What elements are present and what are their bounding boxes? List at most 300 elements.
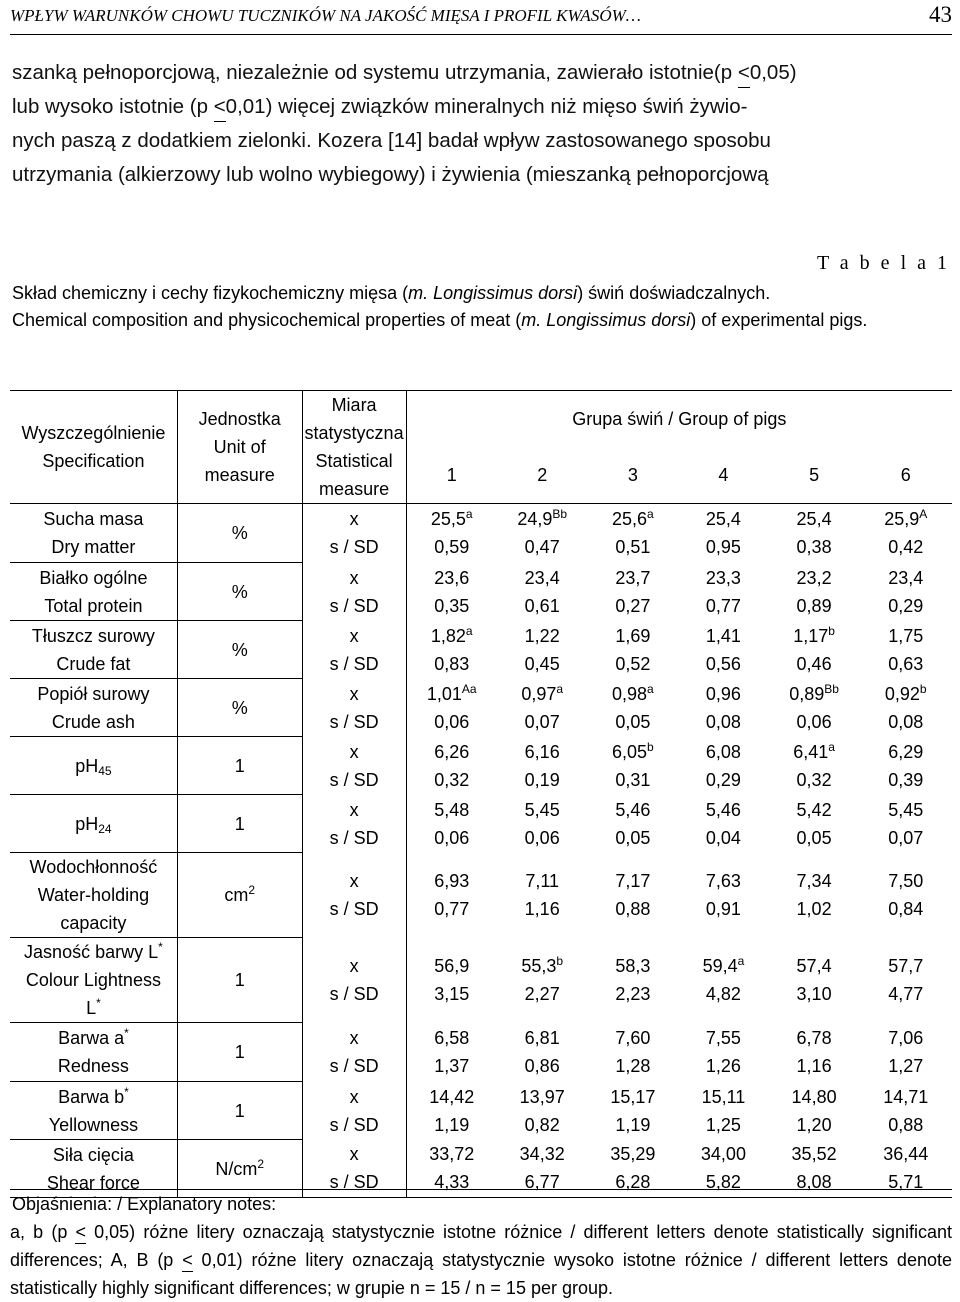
mean-number: 0,89 — [789, 683, 825, 704]
sd-value: 3,10 — [796, 984, 832, 1004]
mean-number: 0,98 — [611, 683, 648, 704]
caption-english — [12, 307, 952, 334]
mean-value — [497, 563, 588, 592]
sd-value: 1,27 — [888, 1056, 924, 1076]
notes-body: a, b (p < 0,05) różne litery oznaczają statystycznie istotne różnice / different letters denote statistically significant differences; A, B (p < 0,01) różne litery oznaczają statystycznie wysoko istotne różnice / different letters denote statistically highly significant differences; w grupie n = 15 / n = 15 per group. — [10, 1218, 952, 1302]
paragraph-text: szanką pełnoporcjową, niezależnie od systemu utrzymania, zawierało istotnie(p — [12, 61, 738, 84]
mean-number: 33,72 — [429, 1144, 475, 1165]
explanatory-notes — [10, 1189, 952, 1302]
superscript: a — [465, 623, 473, 638]
header-statistical-measure: Miara statystyczna Statistical measure — [302, 391, 406, 504]
mean-number: 23,7 — [615, 567, 651, 588]
row-label-pl: pH — [75, 755, 99, 776]
superscript: Aa — [461, 681, 477, 696]
row-label — [10, 1023, 177, 1082]
mean-number: 15,17 — [610, 1086, 656, 1107]
sd-value: 0,77 — [406, 895, 497, 938]
mean-number: 6,16 — [524, 741, 560, 762]
row-label-en: Colour Lightness — [25, 970, 161, 990]
mean-number: 1,41 — [705, 625, 741, 646]
sd-value: 0,83 — [406, 650, 497, 679]
table-row — [10, 563, 952, 592]
mean-value — [406, 737, 497, 766]
sd-value: 4,82 — [705, 984, 741, 1004]
sd-value: 0,05 — [615, 827, 651, 848]
row-label-pl: Tłuszcz surowy — [31, 625, 155, 646]
sd-value: 0,47 — [524, 537, 560, 558]
mean-value — [859, 1023, 952, 1053]
mean-value — [588, 1023, 679, 1053]
sd-value: 0,29 — [888, 595, 924, 616]
row-unit — [177, 1023, 302, 1082]
superscript: 2 — [248, 883, 256, 897]
sd-value: 0,42 — [888, 537, 924, 558]
sd-value: 0,45 — [524, 653, 560, 674]
mean-value — [588, 504, 679, 534]
superscript: Bb — [824, 681, 839, 696]
superscript: 2 — [257, 1156, 265, 1171]
sd-value: 0,07 — [888, 827, 924, 848]
sd-value: 0,06 — [406, 708, 497, 737]
measure-sd-label: s / SD — [302, 592, 406, 621]
row-label-en: Crude ash — [51, 711, 135, 732]
measure-mean-symbol: x — [302, 853, 406, 896]
mean-number: 55,3 — [521, 956, 557, 976]
superscript: Bb — [552, 507, 568, 522]
less-equal-sign: < — [738, 56, 750, 90]
measure-mean-symbol: x — [302, 1140, 406, 1169]
sd-value: 4,77 — [888, 984, 924, 1004]
mean-number: 7,17 — [615, 871, 651, 891]
less-equal-sign: < — [75, 1218, 86, 1246]
sd-value: 8,08 — [769, 1168, 860, 1197]
paragraph-text: 0,05) — [749, 61, 797, 84]
measure-sd-label: s / SD — [302, 1052, 406, 1082]
sd-value: 0,77 — [705, 595, 741, 616]
header-group-2: 2 — [497, 447, 588, 504]
unit-text: cm — [224, 885, 249, 905]
row-unit — [177, 795, 302, 853]
mean-value — [406, 795, 497, 824]
row-label-en: Water-holding — [37, 885, 150, 905]
page-number: 43 — [929, 2, 952, 27]
sd-value: 0,35 — [406, 592, 497, 621]
mean-value — [497, 1082, 588, 1111]
row-label-pl: Białko ogólne — [39, 567, 148, 588]
running-title: WPŁYW WARUNKÓW CHOWU TUCZNIKÓW NA JAKOŚĆ MIĘSA I PROFIL KWASÓW… — [10, 6, 641, 25]
sd-value: 0,32 — [406, 766, 497, 795]
mean-number: 57,4 — [796, 956, 832, 976]
mean-number: 34,00 — [700, 1144, 746, 1165]
mean-number: 14,71 — [883, 1086, 929, 1107]
row-label-en: Total protein — [44, 595, 143, 616]
mean-value — [678, 504, 769, 534]
caption-text: Chemical composition and physicochemical properties of meat ( — [12, 310, 522, 330]
unit-text: N/cm — [215, 1158, 258, 1179]
row-label — [10, 563, 177, 621]
unit-text: 1 — [234, 813, 245, 834]
row-label — [10, 737, 177, 795]
mean-number: 56,9 — [434, 956, 470, 976]
sd-value: 0,06 — [524, 827, 560, 848]
superscript: A — [919, 507, 928, 522]
mean-value — [769, 563, 860, 592]
header-group-1: 1 — [406, 447, 497, 504]
table-row — [10, 737, 952, 766]
sd-value: 6,77 — [497, 1168, 588, 1197]
superscript: b — [919, 681, 927, 696]
sd-value: 0,07 — [524, 711, 560, 732]
paragraph-line-2 — [12, 90, 952, 124]
sd-value: 0,59 — [406, 533, 497, 562]
measure-mean-symbol: x — [302, 679, 406, 708]
row-label-pl: Popiół surowy — [37, 683, 150, 704]
caption-muscle-name: m. Longissimus dorsi — [521, 310, 691, 330]
sd-value: 0,88 — [888, 1114, 924, 1135]
sd-value: 0,86 — [524, 1056, 560, 1076]
sd-value: 1,16 — [524, 899, 560, 919]
mean-number: 0,97 — [521, 683, 557, 704]
row-label — [10, 621, 177, 679]
mean-value — [588, 1140, 679, 1169]
mean-value — [859, 621, 952, 650]
mean-number: 14,42 — [429, 1086, 475, 1107]
header-unit: Jednostka Unit of measure — [177, 391, 302, 504]
sd-value: 0,39 — [888, 769, 924, 790]
paragraph-line-4: utrzymania (alkierzowy lub wolno wybiegowy) i żywienia (mieszanką pełnoporcjową — [12, 163, 769, 186]
mean-value — [678, 1140, 769, 1169]
mean-number: 6,81 — [524, 1028, 560, 1048]
mean-value — [497, 504, 588, 534]
table-row — [10, 1082, 952, 1111]
row-unit — [177, 853, 302, 938]
measure-sd-label: s / SD — [302, 895, 406, 938]
row-label — [10, 679, 177, 737]
mean-value — [497, 938, 588, 981]
table-row — [10, 621, 952, 650]
superscript: * — [96, 996, 101, 1010]
sd-value: 0,04 — [705, 827, 741, 848]
superscript: a — [647, 681, 654, 696]
mean-number: 23,2 — [796, 567, 832, 588]
sd-value: 1,16 — [796, 1056, 832, 1076]
mean-value — [769, 853, 860, 896]
mean-value — [678, 795, 769, 824]
mean-number: 0,92 — [884, 683, 920, 704]
sd-value: 0,46 — [796, 653, 832, 674]
mean-value — [588, 938, 679, 981]
row-label-pl: Barwa a — [58, 1028, 125, 1048]
measure-mean-symbol: x — [302, 1082, 406, 1111]
row-unit — [177, 737, 302, 795]
table-row — [10, 1140, 952, 1169]
unit-text: 1 — [234, 755, 245, 776]
mean-number: 23,6 — [434, 567, 470, 588]
measure-sd-label: s / SD — [302, 766, 406, 795]
caption-text: ) of experimental pigs. — [690, 310, 868, 330]
sd-value: 0,61 — [524, 595, 560, 616]
sd-value: 5,71 — [859, 1168, 952, 1197]
sd-value: 0,29 — [705, 769, 741, 790]
less-equal-sign: < — [214, 90, 226, 124]
mean-value — [406, 938, 497, 981]
mean-number: 14,80 — [791, 1086, 837, 1107]
mean-value — [678, 1023, 769, 1053]
header-group-4: 4 — [678, 447, 769, 504]
header-group-3: 3 — [588, 447, 679, 504]
measure-sd-label: s / SD — [302, 650, 406, 679]
row-label — [10, 504, 177, 563]
mean-number: 1,17 — [793, 625, 829, 646]
mean-number: 6,26 — [434, 741, 470, 762]
caption-text: Skład chemiczny i cechy fizykochemiczny mięsa ( — [12, 283, 409, 303]
superscript: a — [465, 507, 473, 522]
mean-value — [769, 621, 860, 650]
sd-value: 1,20 — [796, 1114, 832, 1135]
mean-value — [406, 853, 497, 896]
mean-number: 6,41 — [793, 741, 829, 762]
mean-value — [497, 1023, 588, 1053]
mean-number: 23,4 — [888, 567, 924, 588]
measure-mean-symbol: x — [302, 504, 406, 534]
mean-number: 13,97 — [519, 1086, 565, 1107]
mean-value — [497, 737, 588, 766]
measure-sd-label: s / SD — [302, 980, 406, 1023]
mean-number: 6,29 — [888, 741, 924, 762]
superscript: * — [124, 1084, 129, 1099]
unit-text: 1 — [234, 1100, 245, 1121]
mean-number: 5,42 — [796, 799, 832, 820]
caption-muscle-name: m. Longissimus dorsi — [408, 283, 578, 303]
sd-value: 0,84 — [888, 899, 924, 919]
sd-value: 0,52 — [615, 653, 651, 674]
row-label-en: L — [86, 998, 97, 1018]
sd-value: 6,28 — [588, 1168, 679, 1197]
superscript: * — [124, 1026, 129, 1040]
data-table — [10, 390, 952, 1198]
mean-value — [769, 795, 860, 824]
sd-value: 0,82 — [524, 1114, 560, 1135]
mean-value — [588, 679, 679, 708]
row-label-en: capacity — [60, 913, 127, 933]
table-number: T a b e l a 1 — [816, 252, 950, 274]
sd-value: 0,32 — [796, 769, 832, 790]
mean-number: 58,3 — [615, 956, 651, 976]
unit-text: % — [231, 639, 248, 660]
mean-number: 5,48 — [434, 799, 470, 820]
superscript: a — [647, 507, 654, 522]
sd-value: 0,06 — [406, 824, 497, 853]
sd-value: 5,82 — [678, 1168, 769, 1197]
row-unit — [177, 504, 302, 563]
mean-number: 7,11 — [525, 871, 560, 891]
mean-value — [678, 679, 769, 708]
sd-value: 0,91 — [705, 899, 741, 919]
mean-number: 1,75 — [888, 625, 924, 646]
mean-number: 7,06 — [888, 1028, 924, 1048]
mean-number: 35,52 — [791, 1144, 837, 1165]
mean-value — [859, 1140, 952, 1169]
measure-sd-label: s / SD — [302, 824, 406, 853]
mean-value — [678, 563, 769, 592]
row-label — [10, 938, 177, 1023]
sd-value: 1,19 — [406, 1111, 497, 1140]
mean-number: 25,4 — [796, 509, 832, 530]
mean-value — [859, 1082, 952, 1111]
mean-value — [406, 621, 497, 650]
sd-value: 0,63 — [888, 653, 924, 674]
measure-mean-symbol: x — [302, 737, 406, 766]
mean-value — [588, 563, 679, 592]
mean-value — [859, 737, 952, 766]
mean-number: 5,46 — [615, 799, 651, 820]
row-label-en: Dry matter — [51, 537, 136, 557]
mean-value — [859, 795, 952, 824]
header-group-6: 6 — [859, 447, 952, 504]
mean-number: 6,58 — [434, 1028, 470, 1048]
row-label — [10, 1082, 177, 1140]
caption-text: ) świń doświadczalnych. — [577, 283, 771, 303]
mean-number: 6,78 — [796, 1028, 832, 1048]
sd-value: 0,06 — [796, 711, 832, 732]
measure-sd-label: s / SD — [302, 1168, 406, 1197]
mean-value — [406, 504, 497, 534]
row-label-pl: Siła cięcia — [52, 1144, 134, 1165]
unit-text: % — [231, 581, 248, 602]
measure-mean-symbol: x — [302, 1023, 406, 1053]
superscript: a — [828, 739, 835, 754]
mean-number: 25,9 — [884, 509, 920, 530]
mean-number: 6,08 — [705, 741, 741, 762]
sd-value: 0,89 — [796, 595, 832, 616]
mean-number: 23,4 — [524, 567, 560, 588]
measure-mean-symbol: x — [302, 795, 406, 824]
paragraph-line-1 — [12, 56, 952, 90]
sd-value: 1,25 — [705, 1114, 741, 1135]
mean-value — [769, 737, 860, 766]
mean-number: 23,3 — [705, 567, 741, 588]
mean-value — [497, 621, 588, 650]
sd-value: 3,15 — [406, 980, 497, 1023]
mean-value — [406, 1140, 497, 1169]
sd-value: 0,95 — [705, 537, 741, 558]
mean-number: 7,63 — [705, 871, 741, 891]
mean-value — [769, 938, 860, 981]
row-label-en: Crude fat — [56, 653, 131, 674]
row-unit — [177, 1082, 302, 1140]
row-label-en: Yellowness — [48, 1114, 139, 1135]
mean-value — [678, 1082, 769, 1111]
mean-value — [678, 853, 769, 896]
header-group-5: 5 — [769, 447, 860, 504]
sd-value: 0,27 — [615, 595, 651, 616]
mean-value — [769, 679, 860, 708]
mean-number: 7,50 — [888, 871, 924, 891]
row-label-en: Shear force — [46, 1172, 140, 1193]
mean-value — [769, 1082, 860, 1111]
mean-value — [588, 1082, 679, 1111]
row-label-pl: Jasność barwy L — [24, 942, 159, 962]
mean-value — [859, 563, 952, 592]
mean-value — [678, 621, 769, 650]
mean-value — [678, 938, 769, 981]
sd-value: 2,23 — [615, 984, 651, 1004]
mean-number: 6,05 — [611, 741, 648, 762]
measure-mean-symbol: x — [302, 938, 406, 981]
header-group-of-pigs: Grupa świń / Group of pigs — [406, 391, 952, 448]
mean-number: 25,6 — [611, 509, 648, 530]
mean-number: 25,5 — [430, 509, 466, 530]
sd-value: 0,19 — [524, 769, 560, 790]
superscript: b — [647, 739, 654, 754]
sd-value: 0,88 — [615, 899, 651, 919]
caption-polish — [12, 280, 952, 307]
superscript: b — [828, 623, 835, 638]
mean-value — [588, 795, 679, 824]
subscript: 45 — [98, 763, 112, 778]
table-row — [10, 853, 952, 896]
mean-number: 24,9 — [517, 509, 553, 530]
sd-value: 1,28 — [615, 1056, 651, 1076]
mean-value — [769, 1140, 860, 1169]
superscript: * — [158, 940, 163, 954]
row-label-pl: Sucha masa — [43, 509, 144, 529]
sd-value: 0,51 — [615, 537, 651, 558]
mean-value — [406, 563, 497, 592]
sd-value: 4,33 — [406, 1168, 497, 1197]
mean-number: 34,32 — [519, 1144, 565, 1165]
table-row — [10, 504, 952, 534]
row-label-pl: pH — [75, 813, 99, 834]
measure-sd-label: s / SD — [302, 708, 406, 737]
mean-number: 6,93 — [434, 871, 470, 891]
mean-number: 25,4 — [705, 509, 741, 530]
sd-value: 0,38 — [796, 537, 832, 558]
sd-value: 0,05 — [796, 827, 832, 848]
mean-value — [588, 737, 679, 766]
measure-mean-symbol: x — [302, 621, 406, 650]
mean-number: 0,96 — [705, 683, 741, 704]
paragraph-text: 0,01) więcej związków mineralnych niż mięso świń żywio- — [225, 95, 748, 118]
unit-text: 1 — [234, 970, 245, 990]
mean-value — [859, 679, 952, 708]
mean-number: 5,45 — [888, 799, 924, 820]
mean-number: 57,7 — [888, 956, 924, 976]
paragraph-text: lub wysoko istotnie (p — [12, 95, 214, 118]
superscript: a — [737, 954, 745, 968]
row-label — [10, 853, 177, 938]
superscript: a — [556, 681, 564, 696]
measure-sd-label: s / SD — [302, 1111, 406, 1140]
sd-value: 1,37 — [406, 1052, 497, 1082]
row-label-pl: Barwa b — [58, 1086, 125, 1107]
row-unit — [177, 563, 302, 621]
measure-mean-symbol: x — [302, 563, 406, 592]
mean-number: 36,44 — [883, 1144, 929, 1165]
less-equal-sign: < — [182, 1246, 193, 1274]
mean-number: 1,22 — [524, 625, 560, 646]
sd-value: 0,08 — [705, 711, 741, 732]
sd-value: 0,05 — [615, 711, 651, 732]
header-specification: Wyszczególnienie Specification — [10, 391, 177, 504]
sd-value: 1,26 — [705, 1056, 741, 1076]
row-label — [10, 795, 177, 853]
running-header — [10, 0, 952, 35]
row-unit — [177, 621, 302, 679]
table-row — [10, 795, 952, 824]
mean-value — [497, 679, 588, 708]
mean-number: 5,45 — [524, 799, 560, 820]
